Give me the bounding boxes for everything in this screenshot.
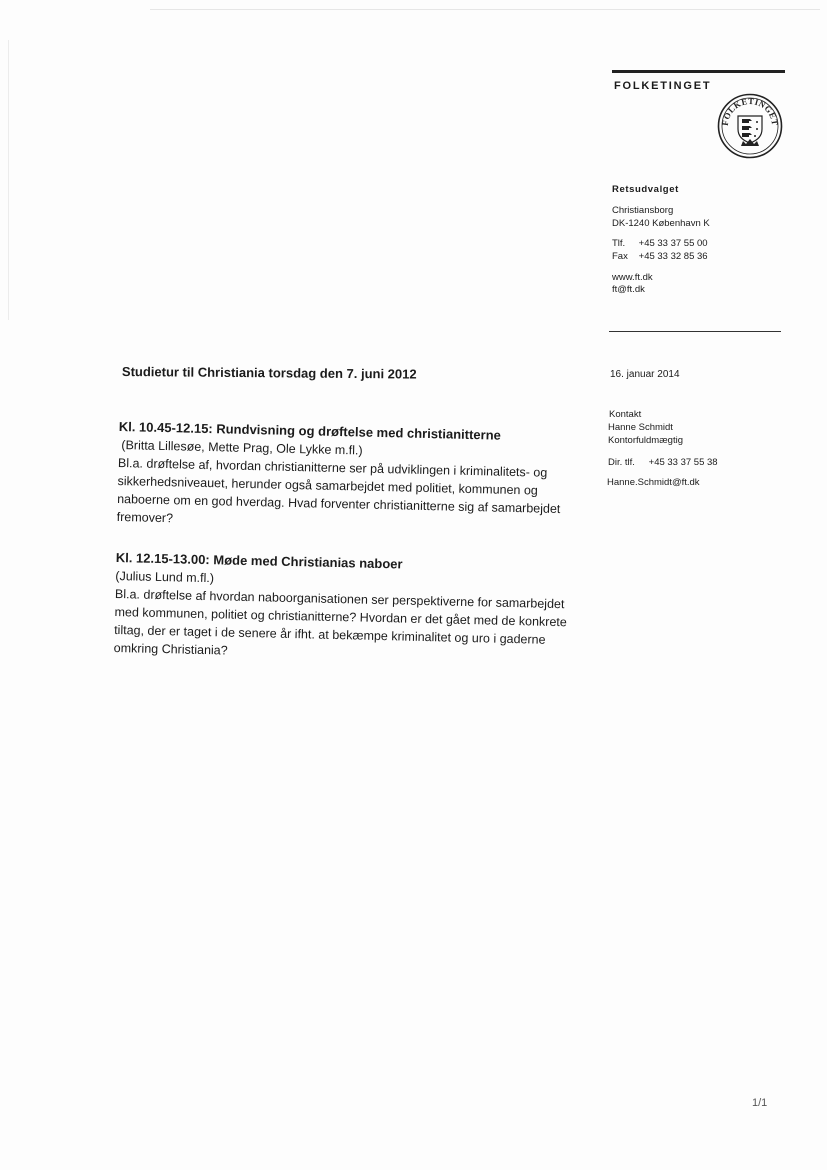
seal-lions (742, 119, 758, 137)
section-participants: (Julius Lund m.fl.) (115, 568, 215, 586)
document-date: 16. januar 2014 (610, 369, 680, 380)
divider-rule (609, 331, 781, 332)
address-phone (612, 238, 708, 250)
address-city: DK-1240 København K (612, 218, 710, 229)
contact-phone-label: Dir. tlf. (608, 457, 635, 468)
office-email: ft@ft.dk (612, 284, 645, 295)
svg-text:FOLKETINGET (720, 96, 780, 126)
committee-name: Retsudvalget (612, 184, 679, 195)
letterhead-rule (612, 70, 785, 73)
contact-heading: Kontakt (609, 409, 642, 420)
address-fax (612, 251, 708, 263)
section-heading: Kl. 10.45-12.15: Rundvisning og drøftelse med christianitterne (118, 418, 502, 443)
folketinget-seal-icon (717, 93, 783, 159)
agenda-section (114, 549, 586, 668)
section-heading: Kl. 12.15-13.00: Møde med Christianias naboer (115, 549, 403, 572)
agenda-section (117, 418, 589, 537)
address-building: Christiansborg (612, 205, 674, 216)
phone-label: Tlf. (612, 238, 626, 249)
contact-role: Kontorfuldmægtig (608, 435, 683, 446)
section-participants: (Britta Lillesøe, Mette Prag, Ole Lykke m.fl.) (121, 438, 363, 458)
fax-label: Fax (612, 251, 628, 262)
contact-phone-number: +45 33 37 55 38 (648, 457, 718, 468)
scan-edge (150, 9, 820, 10)
contact-phone (608, 457, 718, 468)
section-body: Bl.a. drøftelse af, hvordan christianitterne ser på udviklingen i kriminalitets- og sikkerhedsniveauet, herunder også samarbejdet med politiet, kommunen og naboerne om en god hverdag. Hvad forventer christianitterne sig af samarbejdet fremover? (116, 455, 561, 526)
document-title: Studietur til Christiania torsdag den 7. juni 2012 (121, 364, 417, 382)
page-number: 1/1 (752, 1097, 768, 1109)
website: www.ft.dk (612, 272, 653, 283)
contact-name: Hanne Schmidt (608, 422, 673, 433)
seal-lettering: FOLKETINGET (719, 95, 781, 127)
scan-edge (8, 40, 9, 320)
fax-number: +45 33 32 85 36 (638, 251, 708, 262)
section-body: Bl.a. drøftelse af hvordan naboorganisationen ser perspektiverne for samarbejdet med kommunen, politiet og christianitterne? Hvordan er det gået med de konkrete tiltag, der er taget i de senere år ifht. at bekæmpe kriminalitet og uro i gaderne omkring Christiania? (113, 586, 567, 658)
contact-email: Hanne.Schmidt@ft.dk (607, 477, 700, 488)
phone-number: +45 33 37 55 00 (638, 238, 708, 249)
org-name: FOLKETINGET (614, 80, 712, 92)
